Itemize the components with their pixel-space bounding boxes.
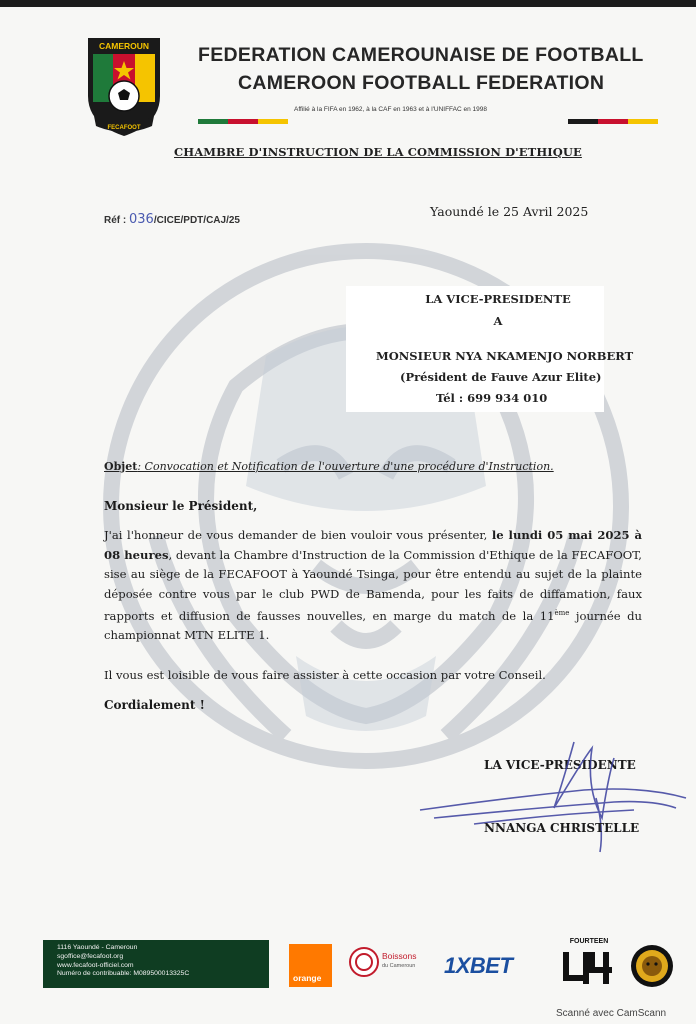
scanner-watermark-text: Scanné avec CamScann [556, 1008, 667, 1019]
handwritten-signature-image [414, 738, 690, 856]
crest-abbrev-text: FECAFOOT [107, 125, 141, 131]
affiliation-text: Affilié à la FIFA en 1962, à la CAF en 1963 et à l'UNIFFAC en 1998 [294, 106, 487, 113]
footer-contact-block [43, 940, 269, 988]
body-date-time: le lundi 05 mai 2025 à 08 heures [104, 528, 642, 562]
letter-body-paragraph-2: Il vous est loisible de vous faire assister à cette occasion par votre Conseil. [104, 668, 546, 682]
orange-logo-text: orange [293, 973, 322, 983]
footer-address: 1116 Yaoundé - Cameroun [57, 944, 138, 951]
fourteen-mark-icon [562, 948, 616, 988]
signatory-name: NNANGA CHRISTELLE [484, 821, 640, 835]
fecafoot-crest-logo [84, 34, 164, 138]
subject-line [104, 460, 554, 473]
fourteen-sponsor-logo [558, 938, 620, 990]
closing-text: Cordialement ! [104, 698, 205, 712]
salutation: Monsieur le Président, [104, 499, 258, 513]
orange-sponsor-logo [289, 944, 332, 987]
boissons-emblem-icon [348, 946, 380, 978]
body-rest-2: journée du championnat MTN ELITE 1. [104, 608, 642, 643]
addressee-name: MONSIEUR NYA NKAMENJO NORBERT [376, 349, 634, 363]
boissons-sponsor-logo [348, 944, 434, 984]
addressee-phone: Tél : 699 934 010 [436, 391, 548, 405]
body-intro: J'ai l'honneur de vous demander de bien vouloir vous présenter, [104, 528, 492, 542]
letter-date: Yaoundé le 25 Avril 2025 [430, 204, 589, 219]
crest-country-text: CAMEROUN [98, 41, 150, 51]
body-superscript: ème [554, 609, 570, 617]
boissons-logo-text: Boissons [382, 951, 417, 961]
addressee-role: (Président de Fauve Azur Elite) [400, 370, 602, 384]
federation-title-en: CAMEROON FOOTBALL FEDERATION [238, 72, 605, 94]
fourteen-logo-text: FOURTEEN [569, 938, 609, 945]
body-rest-1: , devant la Chambre d'Instruction de la Commission d'Ethique de la FECAFOOT, sise au siège de la FECAFOOT à Yaoundé Tsinga, pour être entendu au sujet de la plainte déposée contre vous par le club PWD de Bamenda, pour les faits de diffamation, faux rapports et diffusion de fausses nouvelles, en marge du match de la 11 [104, 547, 642, 623]
letter-body-paragraph [104, 526, 642, 646]
signatory-title: LA VICE-PRESIDENTE [484, 758, 636, 772]
addressee-to-word: A [493, 314, 503, 328]
subject-label: Objet [104, 460, 138, 473]
reference-number: 036 [129, 212, 154, 227]
flag-stripe-right [568, 109, 658, 114]
lion-sponsor-logo [630, 944, 674, 988]
department-title: CHAMBRE D'INSTRUCTION DE LA COMMISSION D'ETHIQUE [174, 145, 582, 159]
reference-line [104, 212, 240, 227]
flag-stripe-left [198, 109, 288, 114]
reference-label: Réf : [104, 215, 127, 226]
subject-text: : Convocation et Notification de l'ouverture d'une procédure d'Instruction. [137, 460, 554, 473]
reference-suffix: /CICE/PDT/CAJ/25 [153, 215, 240, 226]
footer-website: www.fecafoot-officiel.com [57, 961, 134, 969]
footer-taxpayer-number: Numéro de contribuable: M089500013325C [57, 970, 190, 978]
footer-email: sgoffice@fecafoot.org [57, 952, 124, 960]
top-border [0, 0, 696, 7]
federation-title-fr: FEDERATION CAMEROUNAISE DE FOOTBALL [198, 44, 644, 66]
boissons-logo-subtext: du Cameroun [382, 963, 416, 969]
onexbet-sponsor-logo: 1XBET [444, 953, 513, 978]
addressee-from: LA VICE-PRESIDENTE [425, 292, 571, 306]
